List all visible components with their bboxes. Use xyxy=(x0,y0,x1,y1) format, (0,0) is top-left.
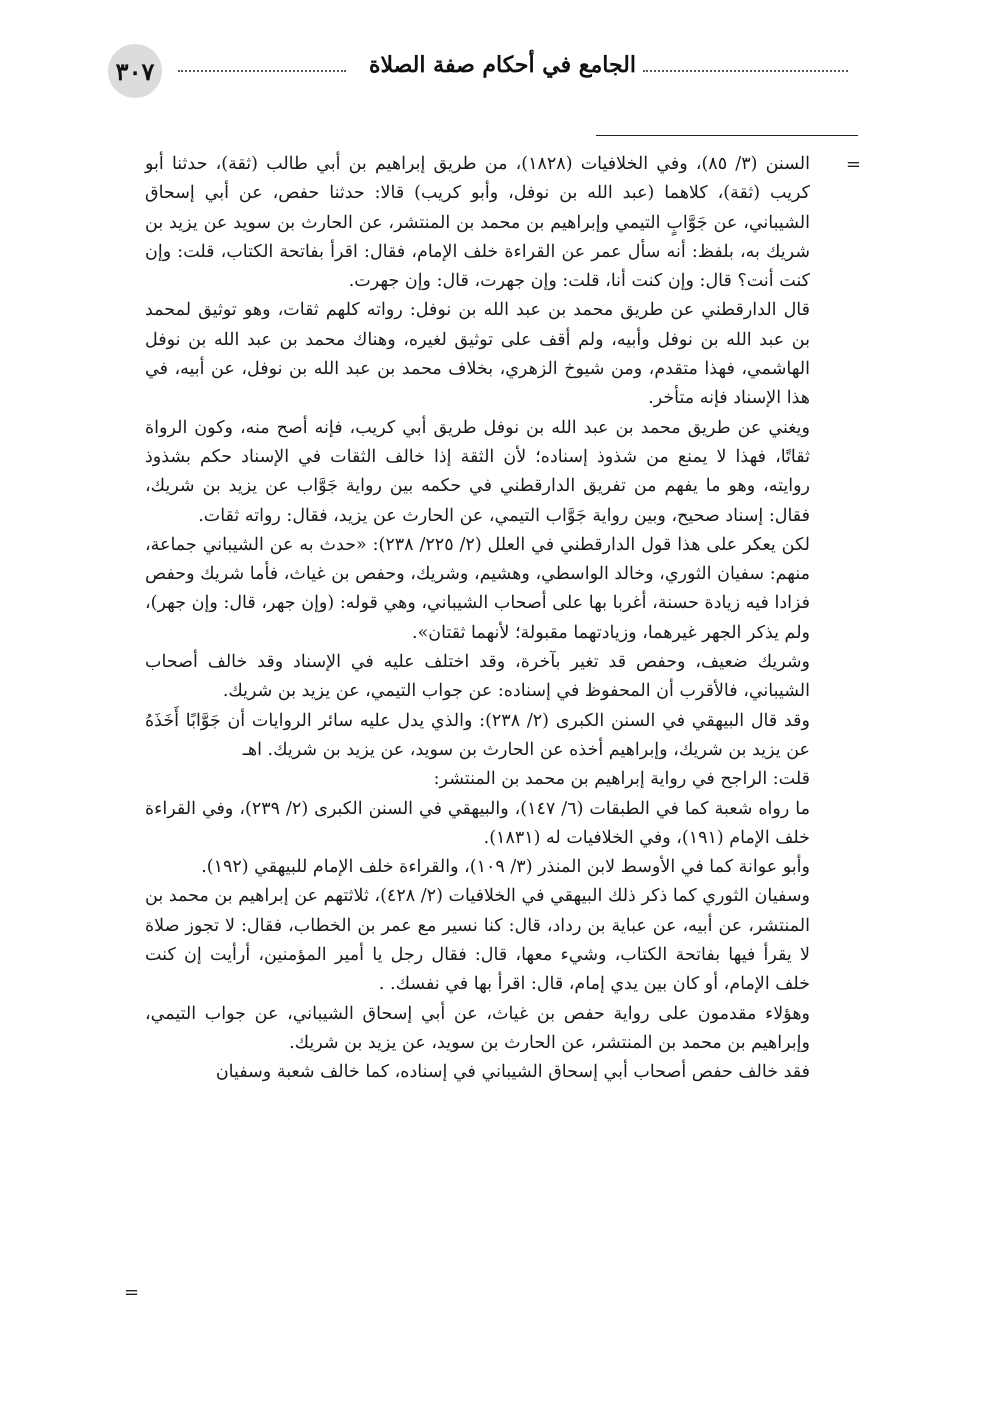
continuation-mark-top: = xyxy=(845,154,861,175)
page-number-badge: ٣٠٧ xyxy=(108,44,162,98)
footnote-paragraph: فقد خالف حفص أصحاب أبي إسحاق الشيباني في إسناده، كما خالف شعبة وسفيان xyxy=(215,1062,810,1083)
book-title: الجامع في أحكام صفة الصلاة xyxy=(368,52,636,78)
footnote-paragraph: وسفيان الثوري كما ذكر ذلك البيهقي في الخلافيات (٢/ ٤٢٨)، ثلاثتهم عن إبراهيم بن محمد بن المنتشر، عن أبيه، عن عباية بن رداد، قال: كنا نسير مع عمر بن الخطاب، فقال: لا تجوز صلاة لا يقرأ فيها بفاتحة الكتاب، وشيء معها، قال: فقال رجل يا أمير المؤمنين، أرأيت إن كنت خلف الإمام، أو كان بين يدي إمام، قال: اقرأ بها في نفسك. . xyxy=(145,886,810,995)
footnote-paragraph: قال الدارقطني عن طريق محمد بن عبد الله بن نوفل: رواته كلهم ثقات، وهو توثيق لمحمد بن عبد الله بن نوفل وأبيه، ولم أقف على توثيق لغيره، وهناك محمد بن عبد الله بن نوفل الهاشمي، فهذا متقدم، ومن شيوخ الزهري، بخلاف محمد بن عبد الله بن نوفل، عن أبيه، في هذا الإسناد فإنه متأخر. xyxy=(145,300,810,409)
footnote-body xyxy=(145,150,810,1088)
footnote-paragraph: وقد قال البيهقي في السنن الكبرى (٢/ ٢٣٨): والذي يدل عليه سائر الروايات أن جَوَّابًا أَخَذَهُ عن يزيد بن شريك، وإبراهيم أخذه عن الحارث بن سويد، عن يزيد بن شريك. اهـ xyxy=(145,710,810,760)
footnote-paragraph: لكن يعكر على هذا قول الدارقطني في العلل (٢/ ٢٢٥/ ٢٣٨): «حدث به عن الشيباني جماعة، منهم: سفيان الثوري، وخالد الواسطي، وهشيم، وشريك، وحفص بن غياث، فأما شريك وحفص فزادا فيه زيادة حسنة، أغربا بها على أصحاب الشيباني، وهي قوله: (وإن جهر، قال: وإن جهر)، ولم يذكر الجهر غيرهما، وزيادتهما مقبولة؛ لأنهما ثقتان». xyxy=(145,534,810,643)
continuation-mark-bottom: = xyxy=(124,1282,140,1303)
footnote-paragraph: السنن (٣/ ٨٥)، وفي الخلافيات (١٨٢٨)، من طريق إبراهيم بن أبي طالب (ثقة)، حدثنا أبو كريب (ثقة)، كلاهما (عبد الله بن نوفل، وأبو كريب) قالا: حدثنا حفص، عن أبي إسحاق الشيباني، عن جَوَّابٍ التيمي وإبراهيم بن محمد بن المنتشر، عن الحارث بن سويد عن يزيد بن شريك به، بلفظ: أنه سأل عمر عن القراءة خلف الإمام، فقال: اقرأ بفاتحة الكتاب، قلت: وإن كنت أنت؟ قال: وإن كنت أنا، قلت: وإن جهرت، قال: وإن جهرت. xyxy=(145,154,810,292)
footnote-paragraph: وأبو عوانة كما في الأوسط لابن المنذر (٣/ ١٠٩)، والقراءة خلف الإمام للبيهقي (١٩٢). xyxy=(201,857,810,878)
header-leader-dots-left xyxy=(178,70,346,72)
footnote-paragraph: وهؤلاء مقدمون على رواية حفص بن غياث، عن أبي إسحاق الشيباني، عن جواب التيمي، وإبراهيم بن محمد بن المنتشر، عن الحارث بن سويد، عن يزيد بن شريك. xyxy=(145,1003,810,1053)
footnote-paragraph: قلت: الراجح في رواية إبراهيم بن محمد بن المنتشر: xyxy=(433,769,810,790)
footnote-paragraph: وشريك ضعيف، وحفص قد تغير بآخرة، وقد اختلف عليه في الإسناد وقد خالف أصحاب الشيباني، فالأقرب أن المحفوظ في إسناده: عن جواب التيمي، عن يزيد بن شريك. xyxy=(145,652,810,702)
footnote-paragraph: ويغني عن طريق محمد بن عبد الله بن نوفل طريق أبي كريب، فإنه أصح منه، وكون الرواة ثقاتًا، فهذا لا يمنع من شذوذ إسناده؛ لأن الثقة إذا خالف الثقات في الإسناد حكم بشذوذ روايته، وهو ما يفهم من تفريق الدارقطني في حكمه بين رواية جَوَّاب عن يزيد بن شريك، فقال: إسناد صحيح، وبين رواية جَوَّاب التيمي، عن الحارث عن يزيد، فقال: رواته ثقات. xyxy=(145,417,810,526)
header-leader-dots-right xyxy=(643,70,848,72)
running-header xyxy=(108,44,848,100)
footnote-separator-rule xyxy=(596,135,858,136)
footnote-paragraph: ما رواه شعبة كما في الطبقات (٦/ ١٤٧)، والبيهقي في السنن الكبرى (٢/ ٢٣٩)، وفي القراءة خلف الإمام (١٩١)، وفي الخلافيات له (١٨٣١). xyxy=(145,798,810,848)
